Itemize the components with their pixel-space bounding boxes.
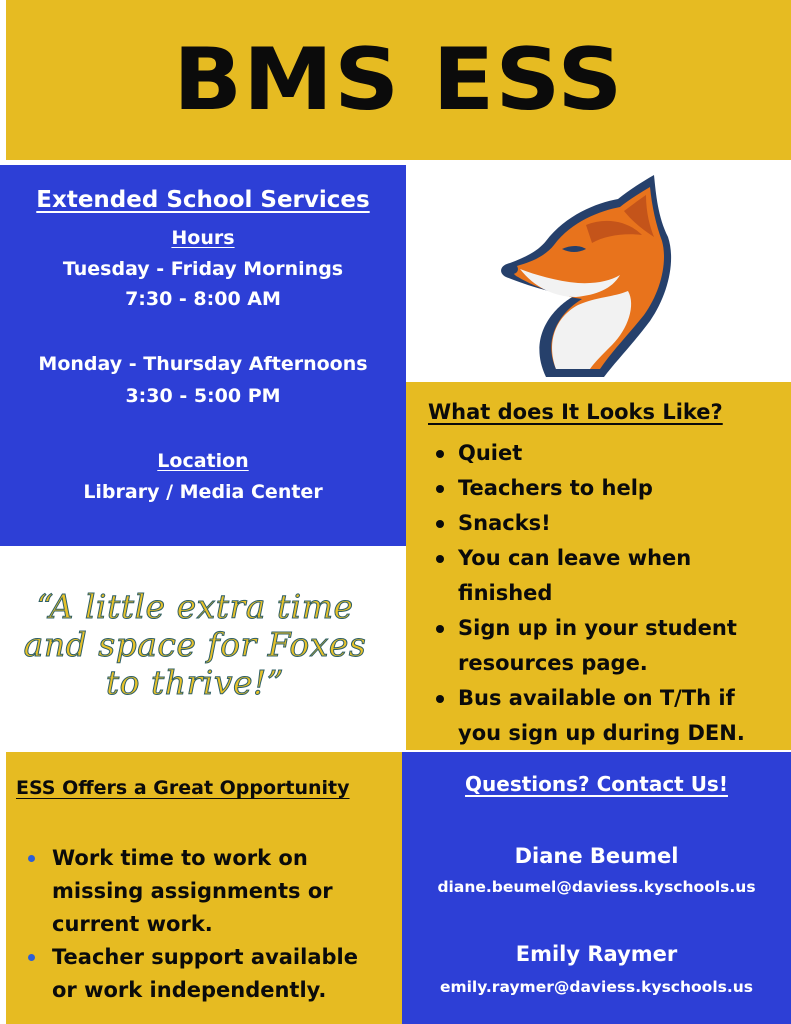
quote-line-3: to thrive!” bbox=[105, 663, 285, 702]
list-item: You can leave when finished bbox=[432, 541, 772, 611]
list-item: Quiet bbox=[432, 436, 772, 471]
offers-list bbox=[26, 842, 386, 1007]
quote-block bbox=[20, 588, 370, 718]
list-item: Snacks! bbox=[432, 506, 772, 541]
mascot-area bbox=[406, 165, 791, 382]
list-item: Work time to work on missing assignments or current work. bbox=[26, 842, 386, 941]
location-value: Library / Media Center bbox=[83, 481, 323, 503]
contact-heading: Questions? Contact Us! bbox=[465, 772, 728, 796]
location-label: Location bbox=[157, 450, 249, 472]
contact-email-link[interactable]: diane.beumel@daviess.kyschools.us bbox=[437, 878, 756, 896]
list-item: Teachers to help bbox=[432, 471, 772, 506]
morning-days: Tuesday - Friday Mornings bbox=[62, 258, 344, 280]
list-item: Sign up in your student resources page. bbox=[432, 611, 772, 681]
page-title: BMS ESS bbox=[173, 30, 624, 130]
afternoon-days: Monday - Thursday Afternoons bbox=[38, 353, 368, 375]
afternoon-time: 3:30 - 5:00 PM bbox=[125, 385, 281, 407]
offers-heading: ESS Offers a Great Opportunity bbox=[16, 777, 350, 799]
quote-line-1: “A little extra time bbox=[36, 587, 354, 626]
contact-email-link[interactable]: emily.raymer@daviess.kyschools.us bbox=[439, 978, 754, 996]
header-banner bbox=[6, 0, 791, 160]
list-item: Bus available on T/Th if you sign up during DEN. bbox=[432, 681, 772, 751]
looks-like-list bbox=[432, 436, 772, 751]
fox-mascot-icon bbox=[406, 165, 791, 382]
quote-line-2: and space for Foxes bbox=[23, 625, 367, 664]
looks-like-panel bbox=[406, 382, 791, 750]
offers-panel bbox=[6, 752, 402, 1024]
morning-time: 7:30 - 8:00 AM bbox=[125, 288, 281, 310]
contact-name: Diane Beumel bbox=[514, 844, 679, 868]
contact-panel bbox=[402, 752, 791, 1024]
hours-label: Hours bbox=[171, 227, 235, 249]
hours-panel bbox=[0, 165, 406, 546]
contact-name: Emily Raymer bbox=[515, 942, 678, 966]
list-item: Teacher support available or work independently. bbox=[26, 941, 386, 1007]
services-title: Extended School Services bbox=[36, 187, 370, 213]
looks-like-heading: What does It Looks Like? bbox=[428, 400, 723, 424]
